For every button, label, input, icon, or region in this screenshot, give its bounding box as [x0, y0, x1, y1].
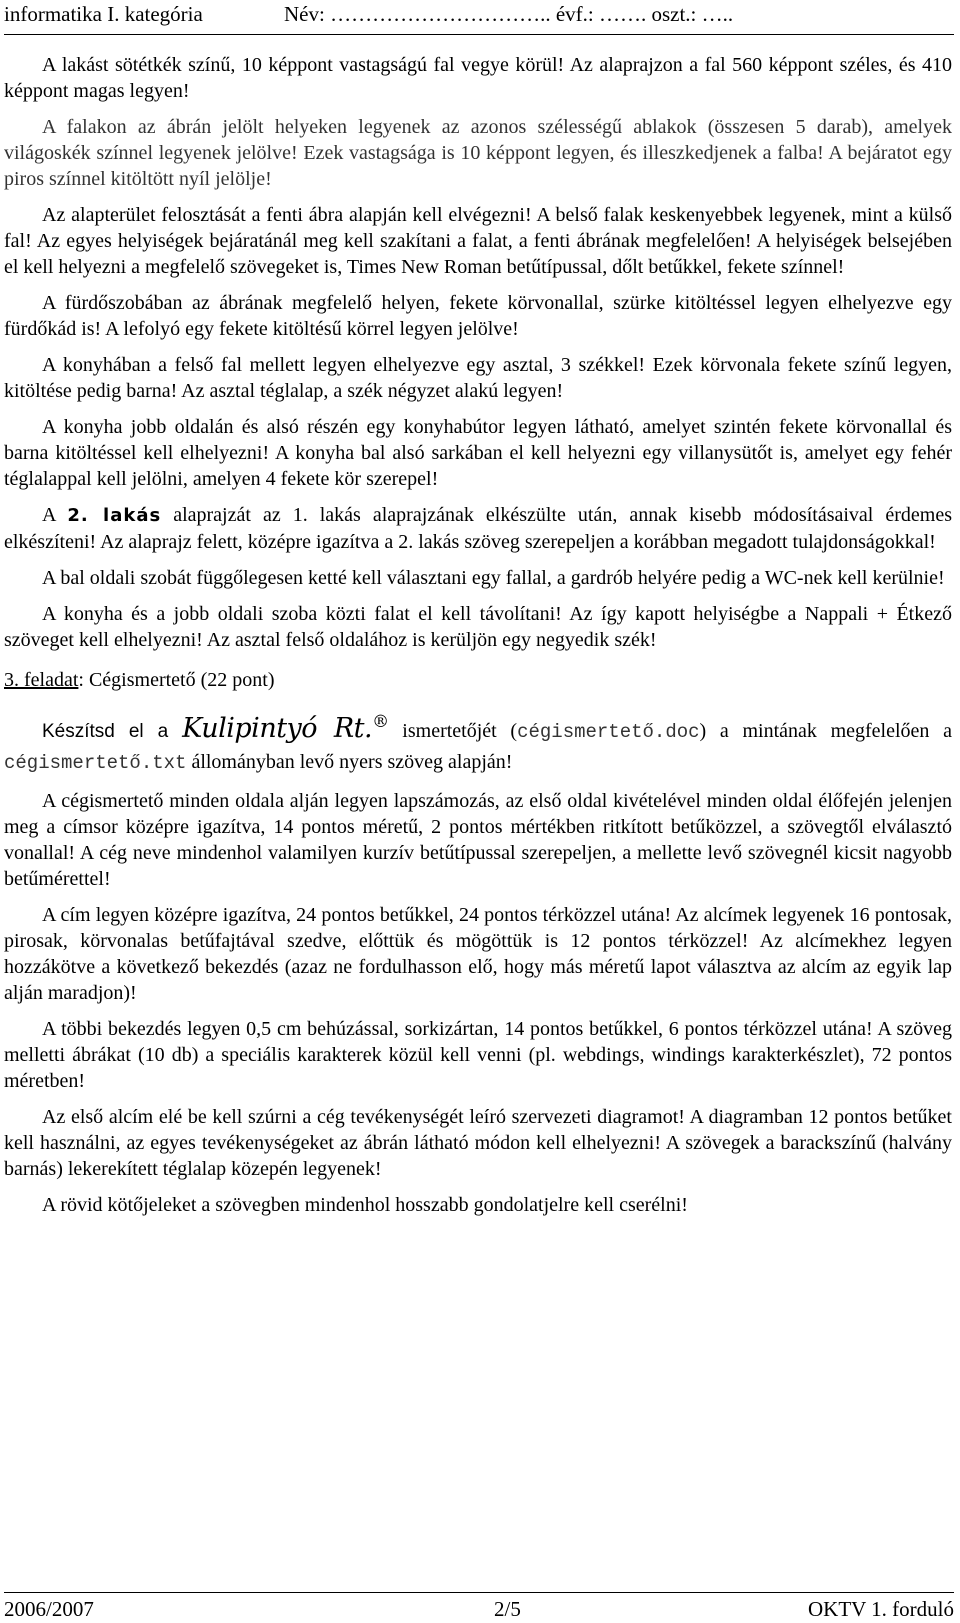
paragraph-kitchen-table: A konyhában a felső fal mellett legyen elhelyezve egy asztal, 3 székkel! Ezek körvonala fekete színű legyen, kitöltése pedig barna! Az asztal téglalap, a szék négyzet alakú legyen!: [4, 354, 952, 402]
paragraph-living-room: A konyha és a jobb oldali szoba közti falat el kell távolítani! Az így kapott helyiségbe a Nappali + Étkező szöveget kell elhelyezni! Az asztal felső oldalához is kerüljön egy negyedik szék!: [4, 603, 952, 651]
paragraph-left-room: A bal oldali szobát függőlegesen ketté kell választani egy fallal, a gardrób helyére pedig a WC-nek kell kerülnie!: [42, 567, 945, 589]
paragraph-body-text: A többi bekezdés legyen 0,5 cm behúzással, sorkizártan, 14 pontos betűkkel, 6 pontos térközzel utána! A szöveg melletti ábrákat (10 db) a speciális karakterek közül kell venni (pl. webdings, windings karakterkészlet), 72 pontos méretben!: [4, 1018, 952, 1092]
paragraph-header-footer: A cégismertető minden oldala alján legyen lapszámozás, az első oldal kivételével minden oldal élőfején jelenjen meg a címsor középre igazítva, 14 pontos méretű, 2 pontos mértékben ritkított betűközzel, a szövegtől elválasztó vonallal! A cég neve mindenhol valamilyen kurzív betűtípussal szerepeljen, a mellette levő szövegnél kicsit nagyobb betűmérettel!: [4, 790, 952, 890]
registered-mark: ®: [372, 712, 389, 732]
filename-doc: cégismertető.doc: [517, 721, 700, 743]
page-footer: [4, 1592, 954, 1621]
paragraph-dashes: A rövid kötőjeleket a szövegben mindenhol hosszabb gondolatjelre kell cserélni!: [42, 1194, 688, 1216]
p7-start: A: [42, 504, 68, 526]
paragraph-diagram: Az első alcím elé be kell szúrni a cég tevékenységét leíró szervezeti diagramot! A diagramban 12 pontos betűket kell használni, az egyes tevékenységeket az ábrán látható módon kell elhelyezni! A szövegek a barackszínű (halvány barnás) lekerekített téglalap közepén legyenek!: [4, 1106, 952, 1180]
paragraph-layout: Az alapterület felosztását a fenti ábra alapján kell elvégezni! A belső falak keskenyebbek legyenek, mint a külső fal! Az egyes helyiségek bejáratánál meg kell szakítani a falat, a fenti ábrának megfelelően! A helyiségek belsejében el kell helyezni a megfelelő szövegeket is, Times New Roman betűtípussal, dőlt betűkkel, fekete színnel!: [4, 204, 952, 278]
task3-intro: [4, 707, 952, 778]
task3-intro-b: ismertetőjét (: [388, 720, 518, 742]
brand-text: Kulipintyó Rt.: [182, 713, 373, 744]
document-body: [4, 52, 952, 1228]
paragraph-entrance-text: A bejáratot egy piros színnel kitöltött nyíl jelölje!: [4, 142, 952, 190]
paragraph-bathroom: A fürdőszobában az ábrának megfelelő helyen, fekete körvonallal, szürke kitöltéssel legyen elhelyezve egy fürdőkád is! A lefolyó egy fekete kitöltésű körrel legyen jelölve!: [4, 292, 952, 340]
p7-rest: alaprajzát az 1. lakás alaprajzának elkészülte után, annak kisebb módosításaival érdemes elkészíteni! Az alaprajz felett, középre igazítva a 2. lakás szöveg szerepeljen a korábban megadott tulajdonságokkal!: [4, 504, 953, 553]
footer-round: OKTV 1. forduló: [807, 1597, 954, 1621]
paragraph-title-subtitles: A cím legyen középre igazítva, 24 pontos betűkkel, 24 pontos térközzel utána! Az alcímek legyenek 16 pontosak, pirosak, körvonalas betűfajtával szedve, előttük és mögöttük is 12 pontos térközzel! Az alcímekhez legyen hozzákötve a következő bekezdés (azaz ne fordulhasson elő, hogy más méretű lapot választva az alcím az egyik lap alján maradjon)!: [4, 904, 952, 1004]
footer-school-year: 2006/2007: [4, 1597, 94, 1621]
task3-intro-d: állományban levő nyers szöveg alapján!: [186, 751, 513, 773]
paragraph-flat-2: [4, 502, 952, 555]
paragraph-kitchen-furniture: A konyha jobb oldalán és alsó részén egy konyhabútor legyen látható, amelyet szintén fekete körvonallal és barna kitöltéssel kell elhelyezni! A konyha bal alsó sarkában el kell helyezni egy villanysütőt is, amelyet egy fehér téglalappal kell jelölni, amelyen 4 fekete kör szerepel!: [4, 416, 952, 490]
p7-bold: 2. lakás: [67, 505, 162, 526]
filename-txt: cégismertető.txt: [4, 752, 187, 774]
task3-intro-a: Készítsd el a: [42, 721, 183, 742]
paragraph-wall: A lakást sötétkék színű, 10 képpont vastagságú fal vegye körül! Az alaprajzon a fal 560 képpont széles, és 410 képpont magas legyen!: [4, 54, 952, 102]
paragraph-windows-text: A falakon az ábrán jelölt helyeken legyenek az azonos szélességű ablakok (összesen 5 darab), amelyek világoskék színnel legyenek jelölve! Ezek vastagsága is 10 képpont legyen, és illeszkedjenek a falba!: [4, 116, 952, 164]
task3-intro-c: ) a mintának megfelelően a: [699, 720, 953, 742]
task3-title: [4, 667, 952, 693]
task3-title-rest: : Cégismertető (22 pont): [78, 669, 275, 691]
task3-label: 3. feladat: [4, 669, 79, 691]
paragraph-windows: [4, 114, 952, 192]
page-header: [4, 0, 954, 35]
footer-page-number: 2/5: [494, 1597, 521, 1621]
header-category: informatika I. kategória: [4, 2, 203, 26]
header-name-fields: Név: ………………………….. évf.: ……. oszt.: …..: [284, 2, 734, 26]
brand-name: [182, 713, 388, 744]
